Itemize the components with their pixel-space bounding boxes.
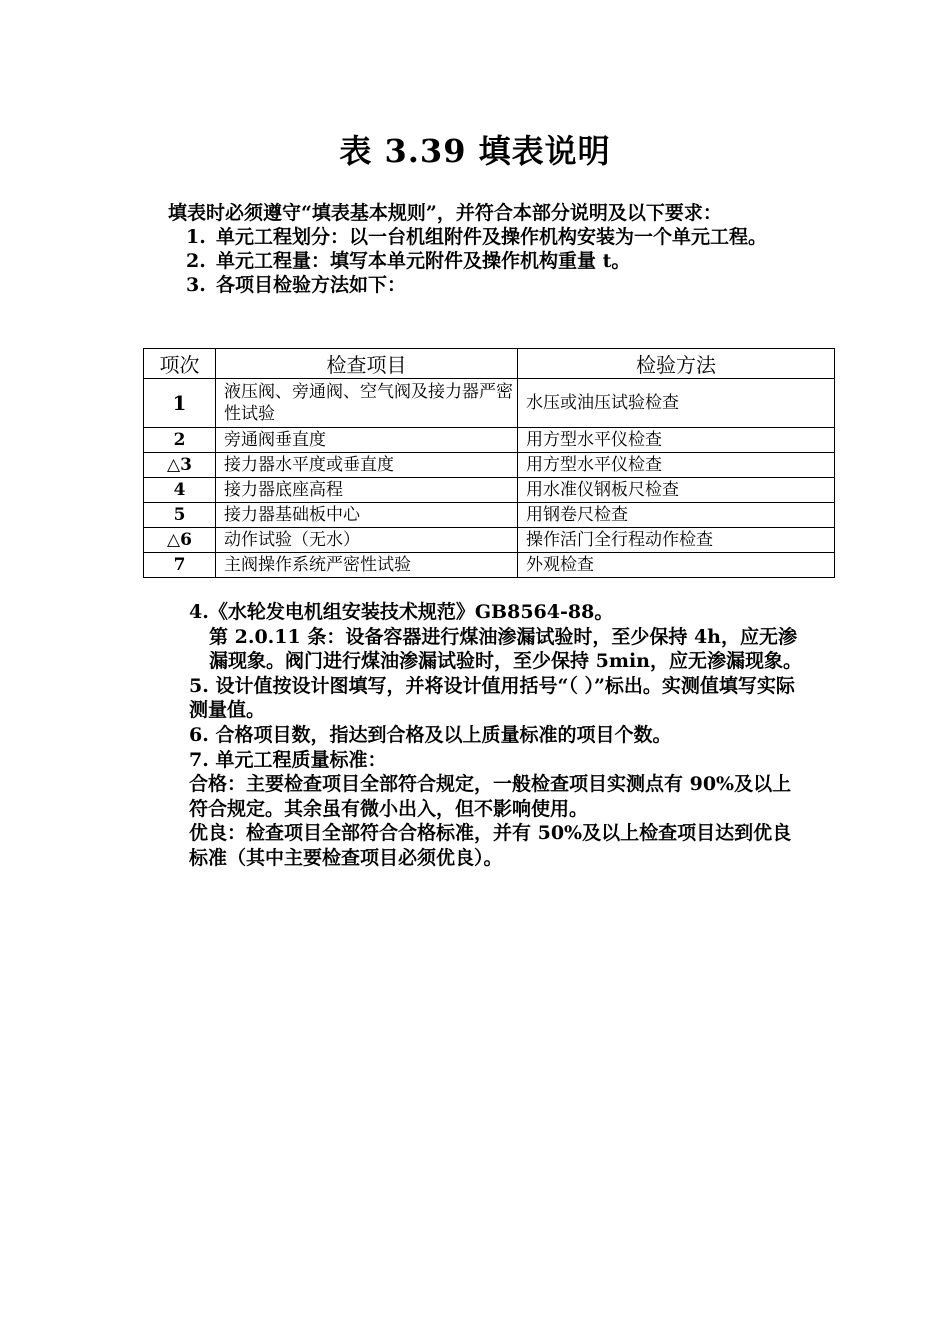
row-check-item: 主阀操作系统严密性试验 [216, 553, 518, 578]
row-check-item: 液压阀、旁通阀、空气阀及接力器严密性试验 [216, 379, 518, 428]
requirement-text: 单元工程量：填写本单元附件及操作机构重量 t。 [216, 250, 631, 272]
table-row [144, 478, 835, 503]
requirement-number: 1. [186, 226, 206, 248]
header-item-no: 项次 [144, 349, 216, 379]
row-check-item: 接力器基础板中心 [216, 503, 518, 528]
row-number: 2 [144, 428, 216, 453]
row-number: 5 [144, 503, 216, 528]
note-4-body: 第 2.0.11 条：设备容器进行煤油渗漏试验时，至少保持 4h，应无渗漏现象。阀门进行煤油渗漏试验时，至少保持 5min，应无渗漏现象。 [209, 625, 802, 673]
requirement-number: 2. [186, 250, 206, 272]
row-method: 操作活门全行程动作检查 [518, 528, 835, 553]
note-7-pass: 合格：主要检查项目全部符合规定，一般检查项目实测点有 90%及以上符合规定。其余虽有微小出入，但不影响使用。 [189, 773, 792, 820]
row-number: 4 [144, 478, 216, 503]
row-method: 外观检查 [518, 553, 835, 578]
requirement-text: 各项目检验方法如下： [216, 274, 407, 296]
row-method: 用方型水平仪检查 [518, 453, 835, 478]
note-6: 6. 合格项目数，指达到合格及以上质量标准的项目个数。 [189, 723, 672, 746]
row-number: 1 [144, 379, 216, 428]
row-method: 用水准仪钢板尺检查 [518, 478, 835, 503]
row-number: 7 [144, 553, 216, 578]
requirement-number: 3. [186, 274, 206, 296]
note-7-title: 7. 单元工程质量标准： [189, 748, 387, 771]
table-row [144, 428, 835, 453]
row-check-item: 旁通阀垂直度 [216, 428, 518, 453]
requirements-list [186, 225, 826, 297]
note-5: 5. 设计值按设计图填写，并将设计值用括号“（ ）”标出。实测值填写实际测量值。 [189, 674, 795, 722]
row-check-item: 接力器水平度或垂直度 [216, 453, 518, 478]
row-check-item: 接力器底座高程 [216, 478, 518, 503]
notes-section [189, 600, 809, 871]
note-4-title: 4.《水轮发电机组安装技术规范》GB8564-88。 [189, 601, 614, 623]
row-number: △3 [144, 453, 216, 478]
table-row [144, 453, 835, 478]
table-header-row [144, 349, 835, 379]
note-7-excellent: 优良：检查项目全部符合合格标准，并有 50%及以上检查项目达到优良标准（其中主要检查项目必须优良）。 [189, 822, 792, 869]
table-row [144, 528, 835, 553]
requirement-item [186, 225, 826, 249]
inspection-methods-table [143, 348, 835, 578]
requirement-item [186, 273, 826, 297]
table-row [144, 379, 835, 428]
row-check-item: 动作试验（无水） [216, 528, 518, 553]
requirement-text: 单元工程划分：以一台机组附件及操作机构安装为一个单元工程。 [216, 226, 768, 248]
page-title: 表 3.39 填表说明 [339, 132, 611, 170]
header-method: 检验方法 [518, 349, 835, 379]
requirement-item [186, 249, 826, 273]
table-row [144, 503, 835, 528]
row-method: 水压或油压试验检查 [518, 379, 835, 428]
row-number: △6 [144, 528, 216, 553]
table-row [144, 553, 835, 578]
row-method: 用方型水平仪检查 [518, 428, 835, 453]
intro-text: 填表时必须遵守“填表基本规则”，并符合本部分说明及以下要求： [168, 202, 722, 224]
header-check-item: 检查项目 [216, 349, 518, 379]
row-method: 用钢卷尺检查 [518, 503, 835, 528]
